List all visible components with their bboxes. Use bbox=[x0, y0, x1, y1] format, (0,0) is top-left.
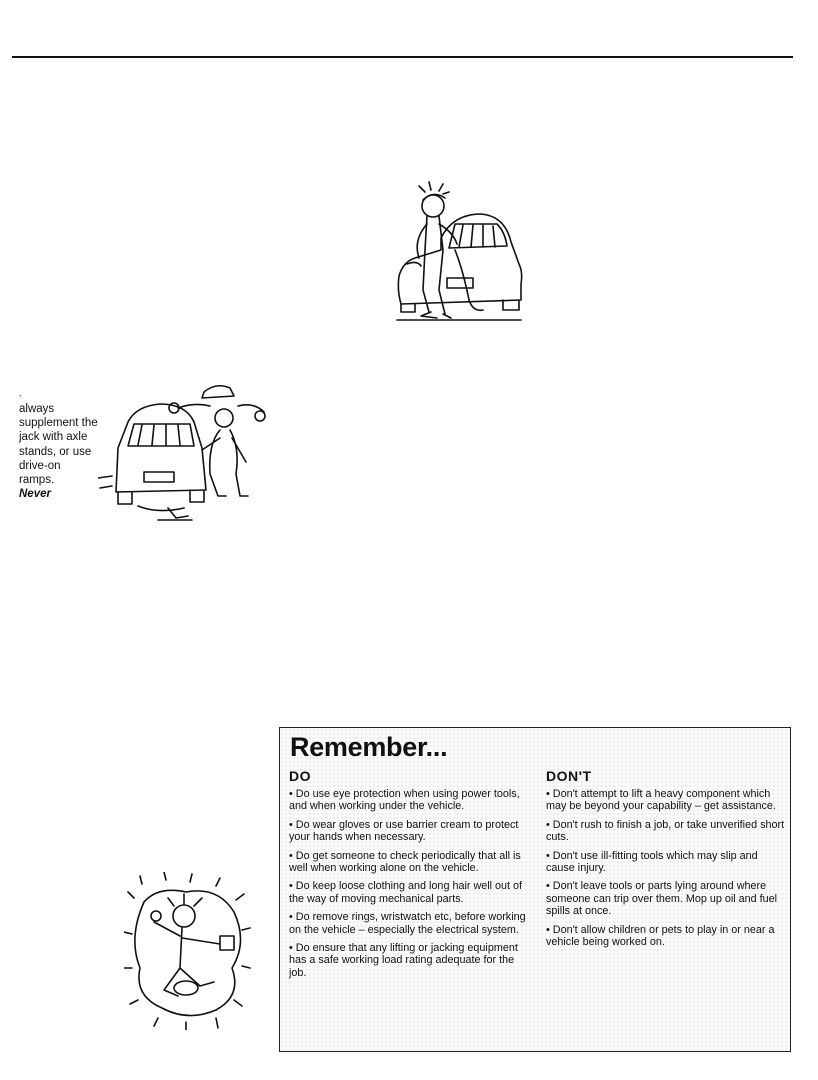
do-item: • Do ensure that any lifting or jacking equipment has a safe working load rating adequate for the job. bbox=[289, 942, 518, 979]
do-item: • Do get someone to check periodically that all is well when working alone on the vehicle. bbox=[289, 849, 521, 875]
note-tick-mark: ` bbox=[19, 394, 22, 404]
dont-item: • Don't leave tools or parts lying around where someone can trip over them. Mop up oil and fuel spills at once. bbox=[546, 880, 778, 918]
remember-box bbox=[279, 727, 791, 1052]
cartoon-mechanic-with-car-icon bbox=[393, 180, 525, 325]
jack-safety-note bbox=[19, 402, 107, 501]
remember-title: Remember... bbox=[290, 732, 448, 762]
dont-heading: DON'T bbox=[546, 768, 592, 784]
dont-item: • Don't allow children or pets to play in or near a vehicle being worked on. bbox=[546, 923, 775, 949]
cartoon-car-on-jack-icon bbox=[98, 378, 266, 523]
do-item: • Do remove rings, wristwatch etc, before working on the vehicle – especially the electrical system. bbox=[289, 911, 526, 936]
dont-item: • Don't use ill-fitting tools which may slip and cause injury. bbox=[546, 849, 758, 875]
header-rule bbox=[12, 56, 793, 58]
cartoon-electric-shock-icon bbox=[124, 872, 252, 1030]
dont-item: • Don't attempt to lift a heavy component which may be beyond your capability – get assistance. bbox=[546, 788, 776, 813]
note-emphasis: Never bbox=[19, 488, 51, 501]
do-item: • Do keep loose clothing and long hair well out of the way of moving mechanical parts. bbox=[289, 880, 523, 905]
note-line: supplement the bbox=[19, 417, 98, 430]
do-heading: DO bbox=[289, 768, 311, 784]
dont-item: • Don't rush to finish a job, or take unverified short cuts. bbox=[546, 818, 785, 844]
note-line: drive-on bbox=[19, 459, 61, 472]
note-line: always bbox=[19, 403, 55, 415]
dont-column bbox=[546, 768, 786, 954]
do-list bbox=[289, 788, 529, 979]
note-line: stands, or use bbox=[19, 445, 92, 458]
dont-list bbox=[546, 788, 786, 948]
note-line: jack with axle bbox=[19, 431, 88, 444]
do-item: • Do wear gloves or use barrier cream to protect your hands when necessary. bbox=[289, 818, 519, 844]
do-column bbox=[289, 768, 529, 985]
note-line: ramps. bbox=[19, 474, 55, 487]
do-item: • Do use eye protection when using power tools, and when working under the vehicle. bbox=[289, 788, 520, 813]
